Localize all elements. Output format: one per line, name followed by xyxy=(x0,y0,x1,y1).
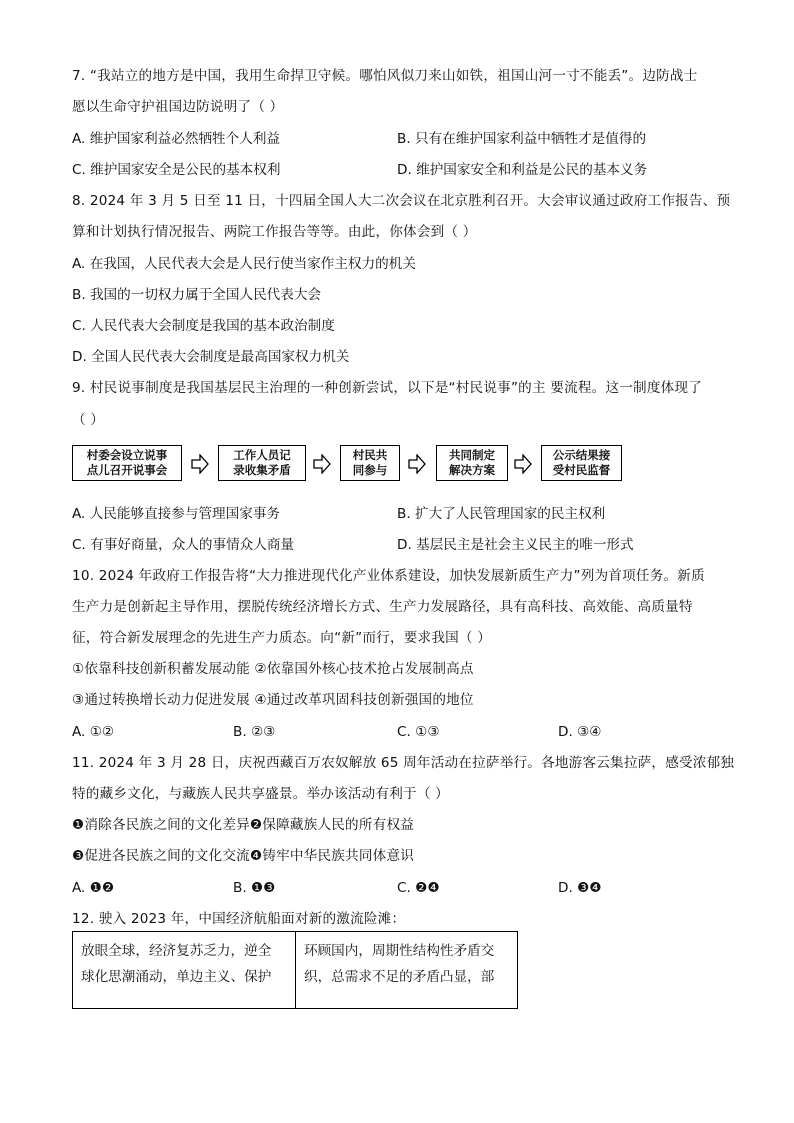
q7-option-c[interactable]: C. 维护国家安全是公民的基本权利 xyxy=(72,162,281,178)
q11-option-a[interactable]: A. ❶❷ xyxy=(72,880,115,896)
q7-option-a[interactable]: A. 维护国家利益必然牺牲个人利益 xyxy=(72,131,281,147)
q11-statements-line2: ❸促进各民族之间的文化交流❹铸牢中华民族共同体意识 xyxy=(72,848,415,864)
q11-stem-line2: 特的藏乡文化，与藏族人民共享盛景。举办该活动有利于（ ） xyxy=(72,786,449,802)
flow-arrow-1-icon xyxy=(191,454,209,474)
q9-option-a[interactable]: A. 人民能够直接参与管理国家事务 xyxy=(72,506,281,522)
q9-stem-line1: 9. 村民说事制度是我国基层民主治理的一种创新尝试，以下是“村民说事”的主 要流程。这一制度体现了 xyxy=(72,380,703,396)
q12-right-line2: 织，总需求不足的矛盾凸显，部 xyxy=(304,969,495,985)
q7-stem-line2: 愿以生命守护祖国边防说明了（ ） xyxy=(72,99,284,115)
q7-stem-line1: 7. “我站立的地方是中国，我用生命捍卫守候。哪怕风似刀来山如铁，祖国山河一寸不能丢”。边防战士 xyxy=(72,68,698,84)
q10-stem-line3: 征，符合新发展理念的先进生产力质态。向“新”而行，要求我国（ ） xyxy=(72,630,492,646)
flow-arrow-4-icon xyxy=(514,454,532,474)
q10-option-d[interactable]: D. ③④ xyxy=(558,724,602,740)
flow-step-4 xyxy=(436,445,508,481)
q7-option-b[interactable]: B. 只有在维护国家利益中牺牲才是值得的 xyxy=(397,131,647,147)
q10-statements-line1: ①依靠科技创新积蓄发展动能 ②依靠国外核心技术抢占发展制高点 xyxy=(72,661,474,677)
q12-left-line1: 放眼全球，经济复苏乏力，逆全 xyxy=(81,943,272,959)
q12-material-table xyxy=(72,931,518,1009)
flow-step-3-line2: 同参与 xyxy=(352,463,388,477)
flow-step-1-line2: 点儿召开说事会 xyxy=(86,463,168,477)
q8-stem-line2: 算和计划执行情况报告、两院工作报告等等。由此，你体会到（ ） xyxy=(72,224,477,240)
q11-option-c[interactable]: C. ❷❹ xyxy=(397,880,440,896)
flow-step-2-line2: 录收集矛盾 xyxy=(233,463,291,477)
flow-arrow-3-icon xyxy=(408,454,426,474)
q7-option-d[interactable]: D. 维护国家安全和利益是公民的基本义务 xyxy=(397,162,648,178)
flow-step-1 xyxy=(72,445,182,481)
flow-step-3-line1: 村民共 xyxy=(352,448,388,462)
q9-stem-line2: （ ） xyxy=(72,412,105,428)
q10-option-c[interactable]: C. ①③ xyxy=(397,724,440,740)
flow-step-4-line1: 共同制定 xyxy=(449,448,495,462)
q12-table-left-cell xyxy=(73,932,295,1008)
q10-option-a[interactable]: A. ①② xyxy=(72,724,115,740)
flow-step-2 xyxy=(218,445,306,481)
flow-step-4-line2: 解决方案 xyxy=(449,463,495,477)
q9-option-b[interactable]: B. 扩大了人民管理国家的民主权利 xyxy=(397,506,606,522)
q10-stem-line1: 10. 2024 年政府工作报告将“大力推进现代化产业体系建设，加快发展新质生产力”列为首项任务。新质 xyxy=(72,568,705,584)
q10-stem-line2: 生产力是创新起主导作用，摆脱传统经济增长方式、生产力发展路径，具有高科技、高效能、高质量特 xyxy=(72,599,693,615)
flow-step-2-line1: 工作人员记 xyxy=(233,448,291,462)
flow-step-5-line1: 公示结果接 xyxy=(552,448,611,462)
flow-arrow-2-icon xyxy=(313,454,331,474)
q12-left-line2: 球化思潮涌动，单边主义、保护 xyxy=(81,969,272,985)
q12-right-line1: 环顾国内，周期性结构性矛盾交 xyxy=(304,943,495,959)
q11-stem-line1: 11. 2024 年 3 月 28 日，庆祝西藏百万农奴解放 65 周年活动在拉萨举行。各地游客云集拉萨，感受浓郁独 xyxy=(72,755,735,771)
q11-option-b[interactable]: B. ❶❸ xyxy=(233,880,276,896)
q10-option-b[interactable]: B. ②③ xyxy=(233,724,276,740)
q11-statements-line1: ❶消除各民族之间的文化差异❷保障藏族人民的所有权益 xyxy=(72,817,415,833)
q8-option-c[interactable]: C. 人民代表大会制度是我国的基本政治制度 xyxy=(72,318,335,334)
q8-option-a[interactable]: A. 在我国，人民代表大会是人民行使当家作主权力的机关 xyxy=(72,256,416,272)
flow-step-5 xyxy=(541,445,622,481)
flow-step-1-line1: 村委会设立说事 xyxy=(86,448,168,462)
q9-option-d[interactable]: D. 基层民主是社会主义民主的唯一形式 xyxy=(397,537,634,553)
q10-statements-line2: ③通过转换增长动力促进发展 ④通过改革巩固科技创新强国的地位 xyxy=(72,692,474,708)
q12-stem: 12. 驶入 2023 年，中国经济航船面对新的激流险滩： xyxy=(72,911,406,927)
q12-table-right-cell xyxy=(296,932,517,1008)
q8-stem-line1: 8. 2024 年 3 月 5 日至 11 日，十四届全国人大二次会议在北京胜利召开。大会审议通过政府工作报告、预 xyxy=(72,193,731,209)
village-process-flowchart xyxy=(72,445,632,485)
flow-step-3 xyxy=(340,445,400,481)
flow-step-5-line2: 受村民监督 xyxy=(552,463,611,477)
q8-option-b[interactable]: B. 我国的一切权力属于全国人民代表大会 xyxy=(72,287,322,303)
q9-option-c[interactable]: C. 有事好商量，众人的事情众人商量 xyxy=(72,537,295,553)
q8-option-d[interactable]: D. 全国人民代表大会制度是最高国家权力机关 xyxy=(72,349,350,365)
q11-option-d[interactable]: D. ❸❹ xyxy=(558,880,602,896)
